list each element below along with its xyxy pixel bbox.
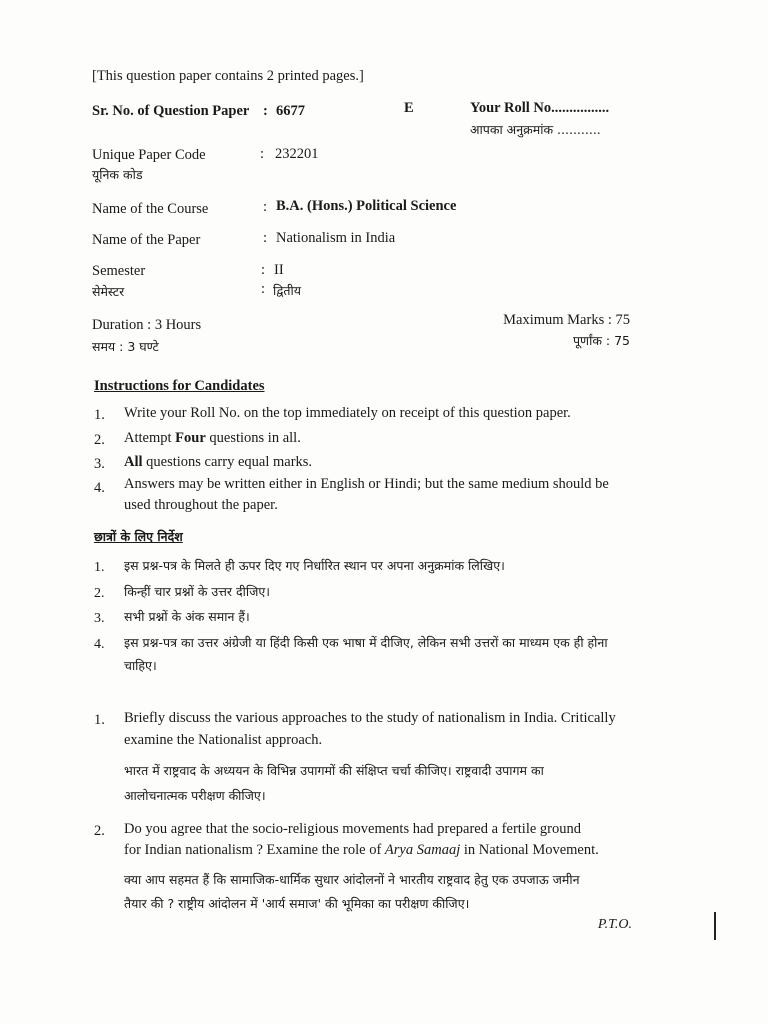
max-marks-hi: पूर्णांक : 75 xyxy=(572,333,630,348)
paper-colon: : xyxy=(263,230,268,246)
duration-hi: समय : 3 घण्टे xyxy=(92,339,159,354)
instructions-title-en: Instructions for Candidates xyxy=(94,378,265,394)
q2-en-line-2: for Indian nationalism ? Examine the role of Arya Samaaj in National Movement. xyxy=(124,842,599,858)
q2-hi-line-2: तैयार की ? राष्ट्रीय आंदोलन में 'आर्य समाज' की भूमिका का परीक्षण कीजिए। xyxy=(124,896,470,911)
instr-en-num-4: 4. xyxy=(94,480,105,496)
instr-en-num-3: 3. xyxy=(94,456,105,472)
upc-colon: : xyxy=(260,146,265,162)
margin-bar xyxy=(714,912,716,940)
pages-note: [This question paper contains 2 printed pages.] xyxy=(92,68,364,84)
instr-hi-text-1: इस प्रश्न-पत्र के मिलते ही ऊपर दिए गए निर्धारित स्थान पर अपना अनुक्रमांक लिखिए। xyxy=(124,558,505,573)
instr-en-text-1: Write your Roll No. on the top immediately on receipt of this question paper. xyxy=(124,405,571,421)
q2-en-line-1: Do you agree that the socio-religious movements had prepared a fertile ground xyxy=(124,821,581,837)
semester-label-hi: सेमेस्टर xyxy=(92,284,125,299)
roll-no-label-en: Your Roll No................ xyxy=(470,100,610,116)
instr-hi-num-4: 4. xyxy=(94,637,105,652)
course-colon: : xyxy=(263,199,268,215)
roll-no-label-hi: आपका अनुक्रमांक ........... xyxy=(470,122,601,137)
instr-en-text-2: Attempt Four questions in all. xyxy=(124,430,301,446)
q2-number: 2. xyxy=(94,823,105,839)
course-value: B.A. (Hons.) Political Science xyxy=(276,198,457,214)
upc-label-hi: यूनिक कोड xyxy=(92,167,143,182)
upc-label-en: Unique Paper Code xyxy=(92,147,206,163)
q1-number: 1. xyxy=(94,712,105,728)
q2-hi-line-1: क्या आप सहमत हैं कि सामाजिक-धार्मिक सुधार आंदोलनों ने भारतीय राष्ट्रवाद हेतु एक उपजाऊ जमीन xyxy=(124,872,580,887)
q1-en-line-2: examine the Nationalist approach. xyxy=(124,732,323,748)
q1-hi-line-1: भारत में राष्ट्रवाद के अध्ययन के विभिन्न उपागमों की संक्षिप्त चर्चा कीजिए। राष्ट्रवादी उपागम का xyxy=(124,763,544,778)
semester-value-hi: द्वितीय xyxy=(273,283,302,298)
semester-value-en: II xyxy=(274,262,284,278)
paper-value: Nationalism in India xyxy=(276,230,396,246)
instr-hi-num-1: 1. xyxy=(94,560,105,575)
sr-no-label: Sr. No. of Question Paper xyxy=(92,103,250,119)
q1-hi-line-2: आलोचनात्मक परीक्षण कीजिए। xyxy=(124,788,266,803)
paper-label: Name of the Paper xyxy=(92,232,201,248)
series-letter: E xyxy=(404,100,414,116)
instr-en-text-4: Answers may be written either in English or Hindi; but the same medium should be used throughout the paper. xyxy=(124,476,609,513)
instr-en-num-1: 1. xyxy=(94,407,105,423)
q1-en-line-1: Briefly discuss the various approaches to the study of nationalism in India. Critically xyxy=(124,710,616,726)
semester-label-en: Semester xyxy=(92,263,146,279)
instr-hi-text-2: किन्हीं चार प्रश्नों के उत्तर दीजिए। xyxy=(124,584,271,599)
instr-en-num-2: 2. xyxy=(94,432,105,448)
course-label: Name of the Course xyxy=(92,201,209,217)
instr-hi-text-3: सभी प्रश्नों के अंक समान हैं। xyxy=(124,609,250,624)
instr-hi-num-3: 3. xyxy=(94,611,105,626)
max-marks-en: Maximum Marks : 75 xyxy=(503,312,630,328)
semester-colon-en: : xyxy=(261,262,266,278)
sr-colon: : xyxy=(263,103,268,119)
sr-no-value: 6677 xyxy=(276,103,305,119)
semester-colon-hi: : xyxy=(261,281,266,297)
upc-value: 232201 xyxy=(275,146,319,162)
instructions-title-hi: छात्रों के लिए निर्देश xyxy=(94,529,183,544)
duration-en: Duration : 3 Hours xyxy=(92,317,202,333)
instr-hi-text-4: इस प्रश्न-पत्र का उत्तर अंग्रेजी या हिंदी किसी एक भाषा में दीजिए, लेकिन सभी उत्तरों का माध्यम एक ही होना चाहिए। xyxy=(124,635,608,673)
instr-en-text-3: All questions carry equal marks. xyxy=(124,454,313,470)
instr-hi-num-2: 2. xyxy=(94,586,105,601)
pto-label: P.T.O. xyxy=(597,917,632,932)
